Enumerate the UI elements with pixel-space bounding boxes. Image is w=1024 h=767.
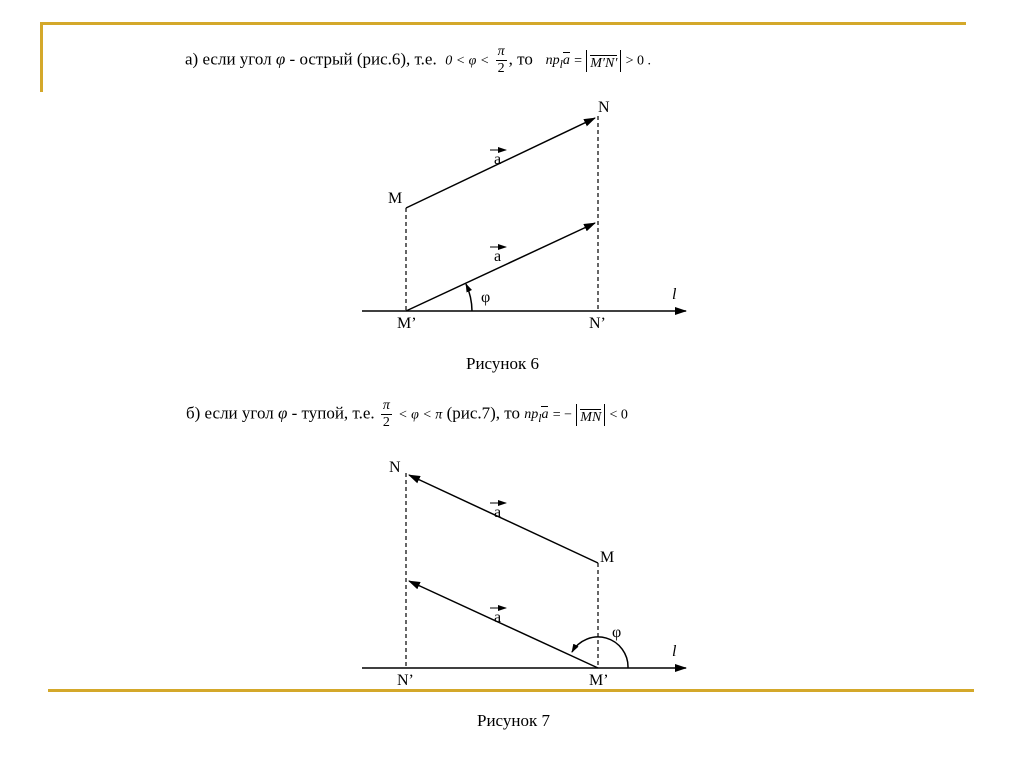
vector-mn [409,475,598,563]
projection-symbol: np [545,53,560,69]
figure-6-caption: Рисунок 6 [466,354,539,373]
case-a-mid: - острый (рис.6), т.е. [289,49,437,69]
vector-a: a [541,407,549,423]
fraction-denominator: 2 [382,415,390,430]
vector-from-m-prime [406,223,595,311]
fig6-label-a-top: a [494,151,502,168]
fig6-label-m-prime: M’ [397,315,417,332]
fig7-label-n-prime: N’ [397,672,414,689]
fig6-label-l: l [672,286,677,303]
case-b-mid: - тупой, т.е. [291,403,375,423]
fig7-label-m-prime: M’ [589,672,609,689]
case-a-prefix: а) если угол [185,49,272,69]
fig6-label-m: M [388,190,403,207]
figure-7-caption: Рисунок 7 [477,711,550,730]
case-b-ref: (рис.7), то [446,403,520,423]
vector-mn: MN [580,409,602,425]
figure-6 [362,116,686,311]
case-b-phi: φ [277,403,288,423]
case-a-then: , то [508,49,533,69]
fig7-label-m: M [600,549,615,566]
fraction-numerator: π [497,44,505,59]
projection-symbol: np [524,407,539,423]
angle-phi-arc [466,284,472,311]
fraction-denominator: 2 [497,61,505,76]
fig7-label-l: l [672,643,677,660]
figure-7 [362,473,686,668]
fig6-label-phi: φ [481,289,491,306]
fig7-label-a-bottom: a [494,609,502,626]
fig6-label-n-prime: N’ [589,315,606,332]
case-a-equals: = [574,53,583,69]
case-a-tail: > 0 . [625,53,652,69]
vector-mn-prime: M′N′ [590,55,618,71]
projection-subscript: l [559,58,563,72]
fraction-numerator: π [382,398,390,413]
case-b-prefix: б) если угол [186,403,274,423]
fig7-label-n: N [389,459,401,476]
angle-phi-arc [572,637,628,668]
case-b-tail: < 0 [609,407,628,423]
projection-subscript: l [538,412,542,426]
fig6-label-n: N [598,99,610,116]
case-a-phi: φ [275,49,286,69]
case-b-inequality: < φ < π [398,407,443,423]
vector-a: a [562,53,570,69]
case-a-inequality: 0 < φ < [445,53,490,69]
fig7-label-a-top: a [494,504,502,521]
case-b-equals: = − [552,407,573,423]
fig6-label-a-bottom: a [494,248,502,265]
vector-from-m-prime [409,581,598,668]
fig7-label-phi: φ [612,624,622,641]
